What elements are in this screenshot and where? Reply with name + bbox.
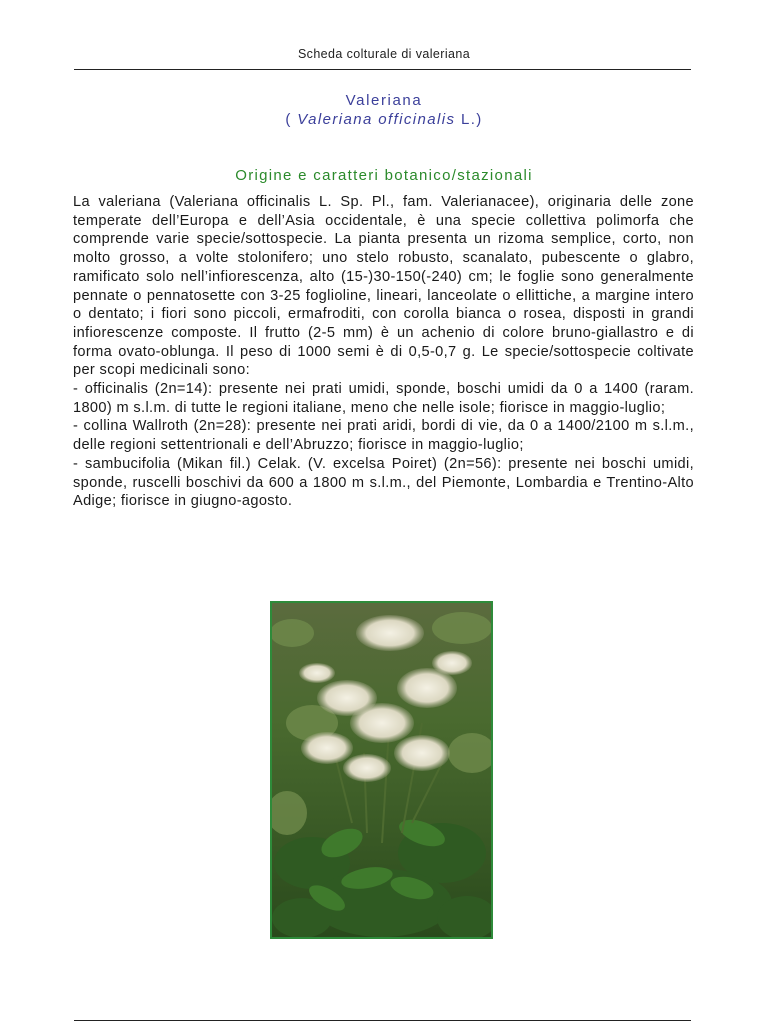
list-item-collina: - collina Wallroth (2n=28): presente nei prati aridi, bordi di vie, da 0 a 1400/2100 m s.l.m., delle regioni settentrionali e dell’Abruzzo; fiorisce in maggio-luglio;	[73, 418, 694, 454]
intro-paragraph: La valeriana (Valeriana officinalis L. Sp. Pl., fam. Valerianacee), originaria delle zone temperate dell’Europa e dell’Asia occidentale, è una specie collettiva polimorfa che comprende varie specie/sottospecie. La pianta presenta un rizoma semplice, corto, non molto grosso, a volte stolonifero; uno stelo robusto, scanalato, pubescente o glabro, ramificato solo nell’infiorescenza, alto (15-)30-150(-240) cm; le foglie sono generalmente pennate o pennatosette con 3-25 foglioline, lineari, lanceolate o ellittiche, a margine intero o dentato; i fiori sono piccoli, ermafroditi, con corolla bianca o rosea, disposti in grandi infiorescenze composte. Il frutto (2-5 mm) è un achenio di colore bruno-giallastro e di forma ovato-oblunga. Il peso di 1000 semi è di 0,5-0,7 g. Le specie/sottospecie coltivate per scopi medicinali sono:	[73, 194, 694, 379]
footer-rule	[74, 1020, 691, 1021]
scientific-name: Valeriana officinalis	[297, 111, 456, 128]
section-heading: Origine e caratteri botanico/stazionali	[235, 167, 533, 184]
running-header: Scheda colturale di valeriana	[297, 47, 471, 61]
valerian-plant-photo	[270, 601, 493, 939]
header-rule	[74, 69, 691, 70]
body-text	[73, 193, 694, 511]
author-abbrev: L.)	[460, 111, 483, 128]
scientific-name-line	[0, 111, 768, 128]
plant-illustration	[272, 603, 491, 937]
list-item-sambucifolia: - sambucifolia (Mikan fil.) Celak. (V. excelsa Poiret) (2n=56): presente nei boschi umidi, sponde, ruscelli boschivi da 600 a 1800 m s.l.m., del Piemonte, Lombardia e Trentino-Alto Adige; fiorisce in giugno-agosto.	[73, 455, 694, 510]
page-title: Valeriana	[345, 92, 423, 109]
list-item-officinalis: - officinalis (2n=14): presente nei prati umidi, sponde, boschi umidi da 0 a 1400 (raram. 1800) m s.l.m. di tutte le regioni italiane, meno che nelle isole; fiorisce in maggio-luglio;	[73, 381, 694, 416]
open-paren: (	[285, 111, 292, 128]
